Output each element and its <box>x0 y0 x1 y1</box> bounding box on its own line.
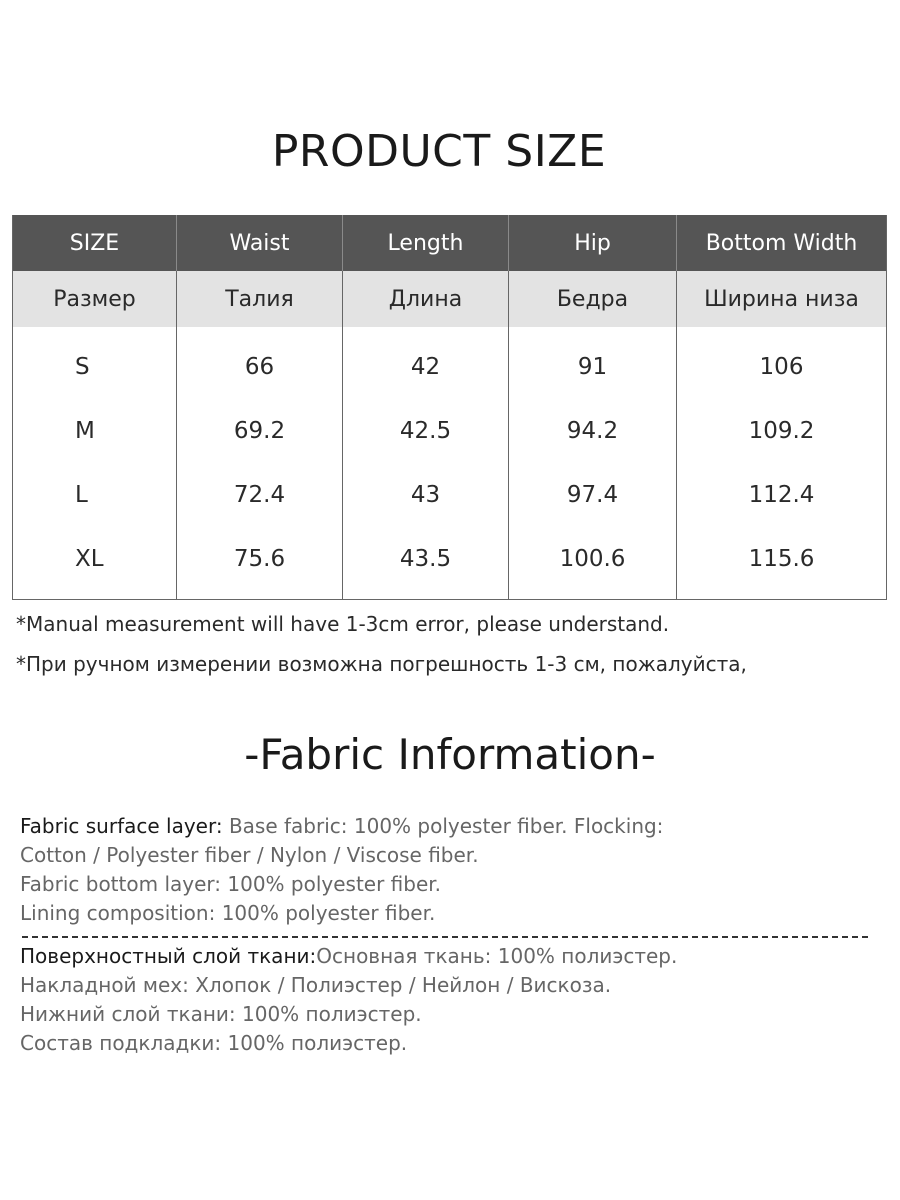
table-cell-length: 43.5 <box>343 527 509 600</box>
column-header-size: SIZE <box>13 215 177 271</box>
table-cell-bottom-width: 106 <box>677 327 887 399</box>
table-cell-size: M <box>13 399 177 463</box>
fabric-line: Состав подкладки: 100% полиэстер. <box>20 1031 408 1055</box>
column-header-bottom-width-ru: Ширина низа <box>677 271 887 327</box>
fabric-line: Накладной мех: Хлопок / Полиэстер / Нейлон / Вискоза. <box>20 973 612 997</box>
column-header-hip: Hip <box>509 215 677 271</box>
fabric-line: Нижний слой ткани: 100% полиэстер. <box>20 1002 422 1026</box>
column-header-length-ru: Длина <box>343 271 509 327</box>
table-cell-waist: 66 <box>177 327 343 399</box>
table-row <box>13 327 887 399</box>
page-title: PRODUCT SIZE <box>271 126 607 177</box>
header-row-russian <box>13 271 887 327</box>
table-row <box>13 527 887 600</box>
table-cell-bottom-width: 115.6 <box>677 527 887 600</box>
fabric-surface-label: Fabric surface layer: <box>20 814 223 838</box>
column-header-size-ru: Размер <box>13 271 177 327</box>
column-header-bottom-width: Bottom Width <box>677 215 887 271</box>
column-header-length: Length <box>343 215 509 271</box>
header-row-english <box>13 215 887 271</box>
fabric-line <box>20 812 880 841</box>
fabric-line: Lining composition: 100% polyester fiber. <box>20 901 436 925</box>
table-cell-bottom-width: 109.2 <box>677 399 887 463</box>
table-cell-length: 42 <box>343 327 509 399</box>
table-cell-size: L <box>13 463 177 527</box>
column-header-waist-ru: Талия <box>177 271 343 327</box>
fabric-surface-label-ru: Поверхностный слой ткани: <box>20 944 317 968</box>
table-row <box>13 399 887 463</box>
fabric-line <box>20 942 880 971</box>
table-cell-length: 42.5 <box>343 399 509 463</box>
table-cell-size: XL <box>13 527 177 600</box>
fabric-line: Cotton / Polyester fiber / Nylon / Viscose fiber. <box>20 843 479 867</box>
table-cell-length: 43 <box>343 463 509 527</box>
table-cell-hip: 97.4 <box>509 463 677 527</box>
fabric-info-russian <box>20 942 880 1058</box>
table-cell-hip: 91 <box>509 327 677 399</box>
fabric-info-english <box>20 812 880 928</box>
table-cell-size: S <box>13 327 177 399</box>
table-cell-hip: 94.2 <box>509 399 677 463</box>
column-header-hip-ru: Бедра <box>509 271 677 327</box>
size-table <box>12 215 887 600</box>
column-header-waist: Waist <box>177 215 343 271</box>
measurement-note-russian: *При ручном измерении возможна погрешность 1-3 см, пожалуйста, <box>16 652 747 676</box>
fabric-surface-text-ru: Основная ткань: 100% полиэстер. <box>316 944 678 968</box>
table-cell-waist: 69.2 <box>177 399 343 463</box>
table-cell-waist: 72.4 <box>177 463 343 527</box>
fabric-info-title: -Fabric Information- <box>244 730 656 779</box>
table-row <box>13 463 887 527</box>
table-cell-hip: 100.6 <box>509 527 677 600</box>
fabric-surface-text: Base fabric: 100% polyester fiber. Flocking: <box>222 814 664 838</box>
measurement-note-english: *Manual measurement will have 1-3cm error, please understand. <box>16 612 670 636</box>
dashed-divider <box>22 936 868 938</box>
table-cell-waist: 75.6 <box>177 527 343 600</box>
table-cell-bottom-width: 112.4 <box>677 463 887 527</box>
fabric-line: Fabric bottom layer: 100% polyester fiber. <box>20 872 442 896</box>
